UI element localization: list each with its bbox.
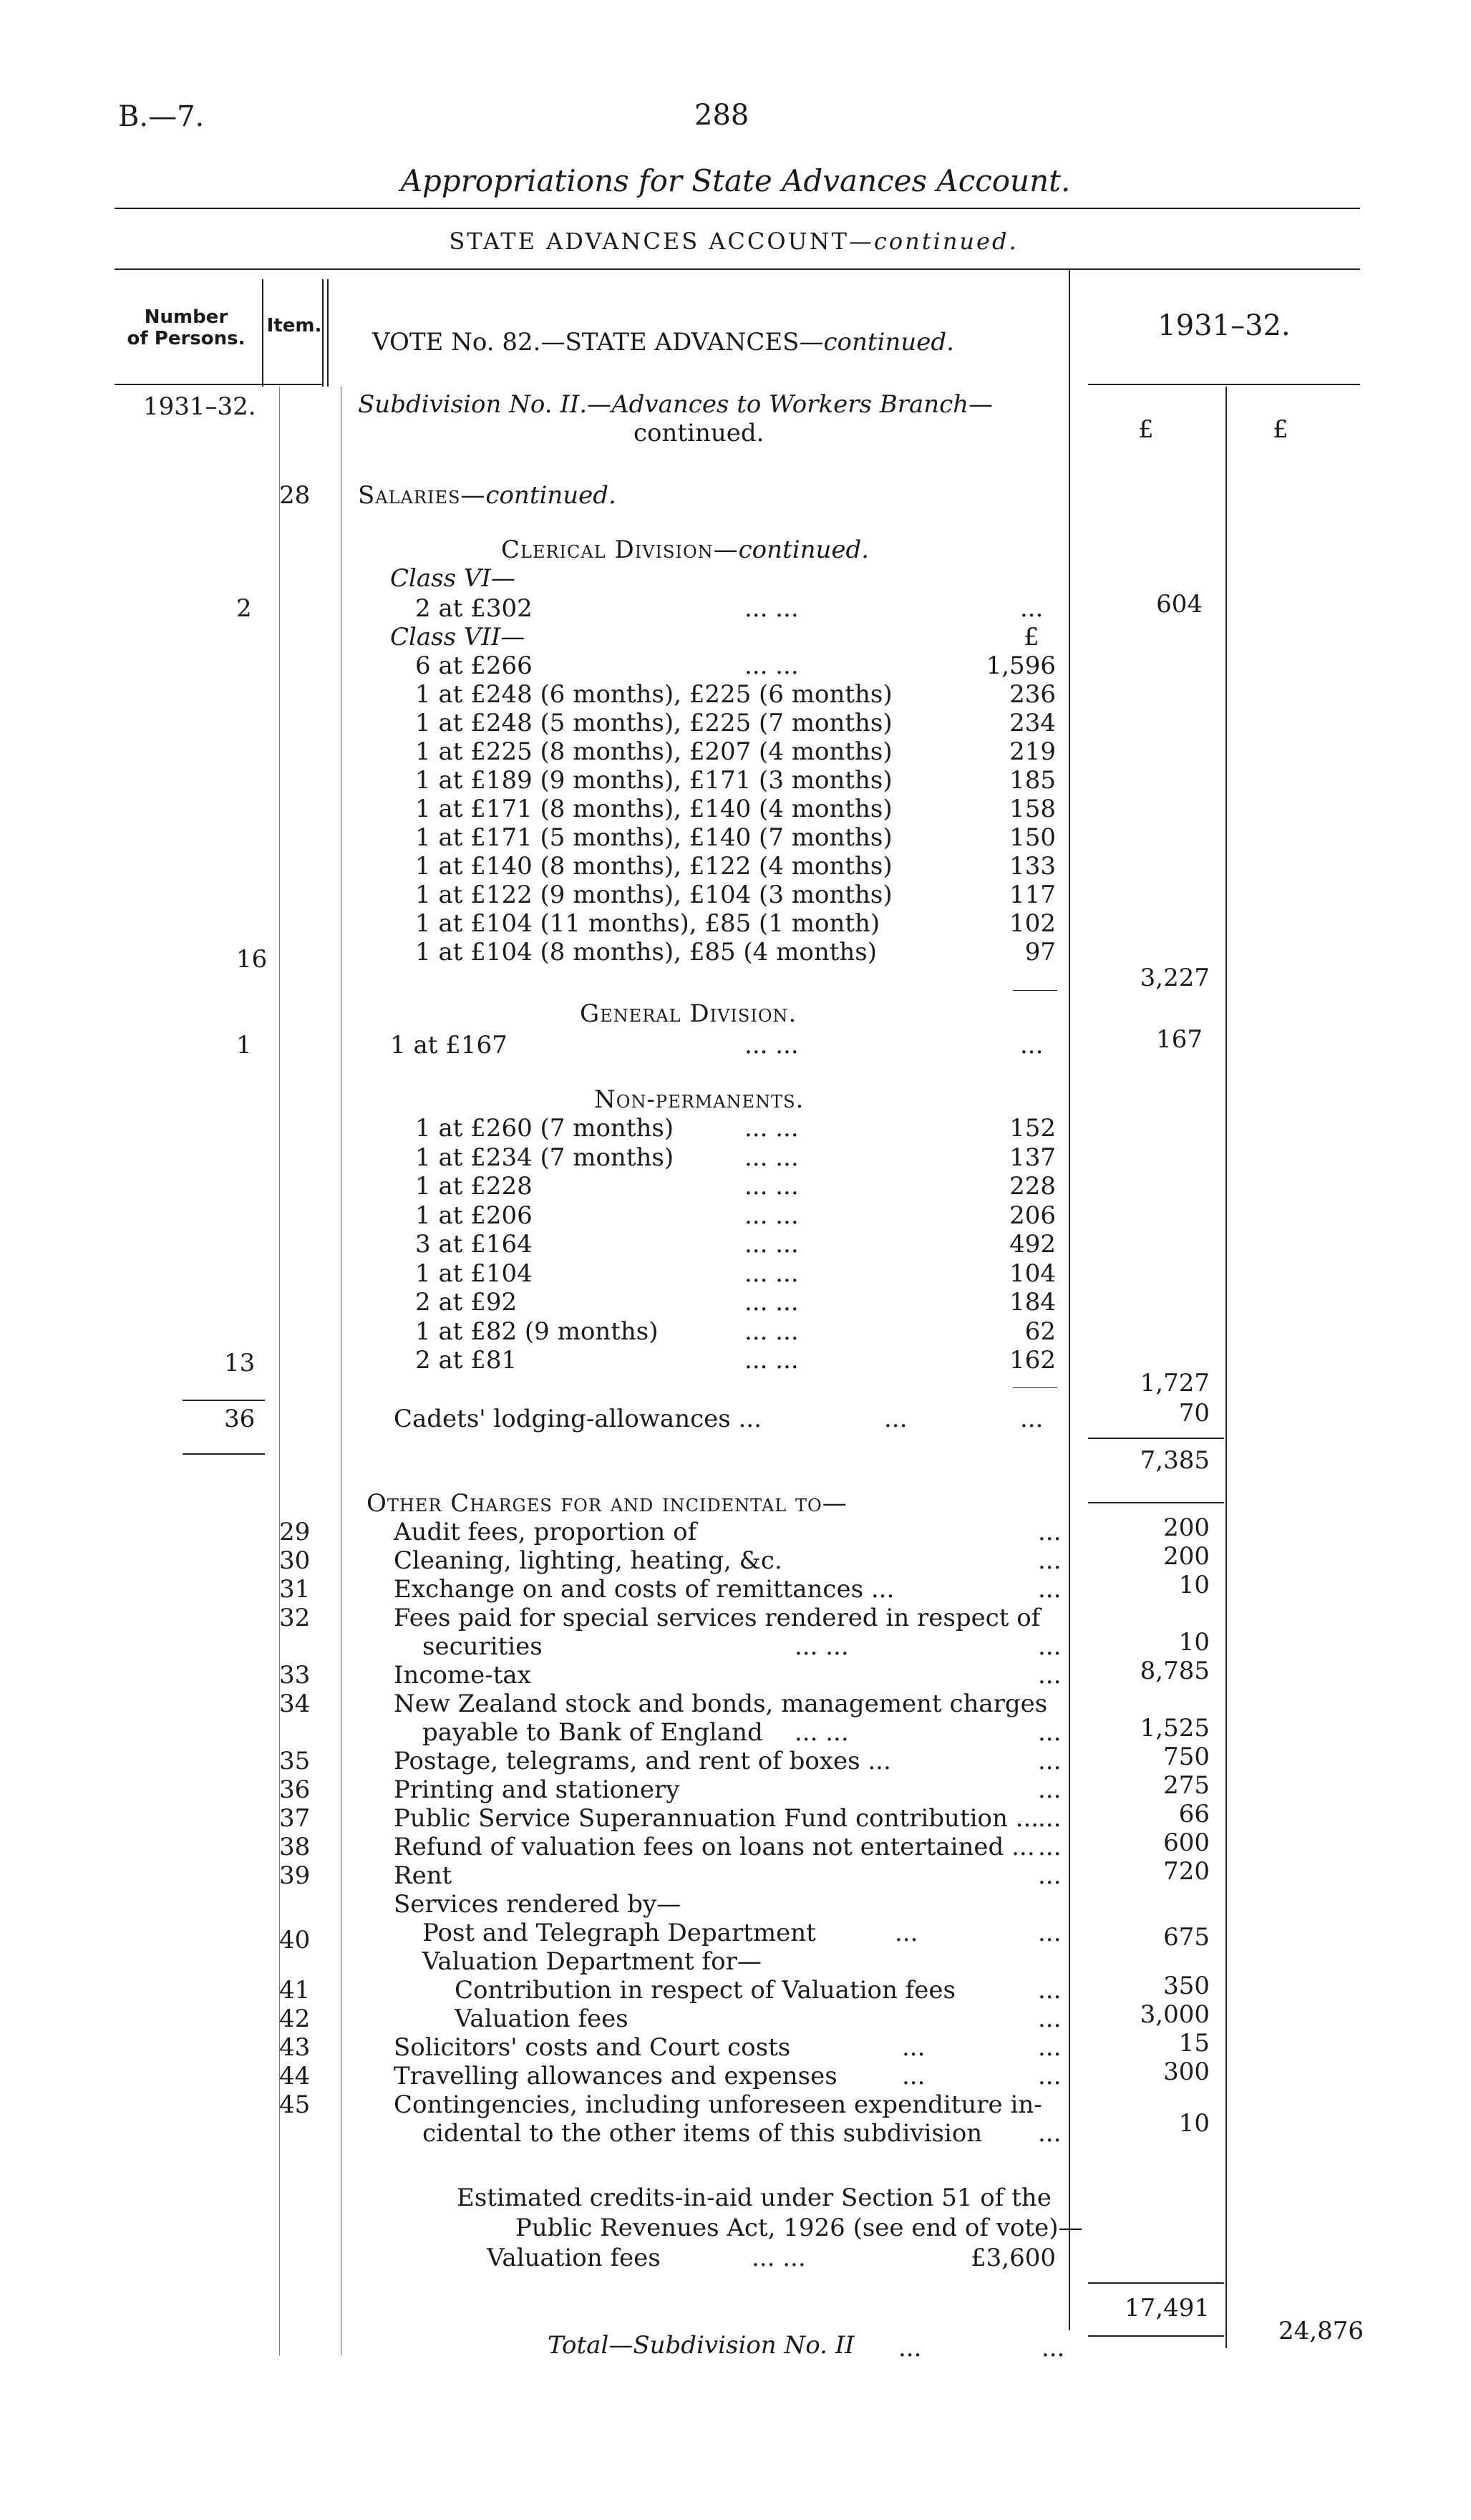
subtotal-rule [1013, 990, 1057, 991]
charge-item-number: 32 [279, 1604, 311, 1632]
nonperm-row-amount: 62 [1024, 1317, 1056, 1346]
nonperm-row-amount: 492 [1009, 1230, 1056, 1259]
clerical-row-amount: 234 [1009, 709, 1056, 737]
class-vi-heading: Class VI— [390, 564, 515, 593]
other-charges-total: 17,491 [1125, 2294, 1210, 2322]
charge-item-number: 42 [279, 2005, 311, 2033]
charge-item-number: 44 [279, 2062, 311, 2090]
nonperm-row-text: 1 at £206 [415, 1201, 533, 1230]
charge-amount: 750 [1163, 1743, 1210, 1771]
dots: ... [902, 2062, 926, 2090]
dots: ... ... [744, 1143, 799, 1172]
clerical-row-text: 1 at £189 (9 months), £171 (3 months) [415, 766, 893, 795]
nonperm-row-amount: 152 [1009, 1114, 1056, 1143]
general-heading: General Division. [580, 999, 797, 1028]
charge-amount: 675 [1163, 1923, 1210, 1952]
charge-text: Valuation fees [455, 2005, 628, 2033]
general-persons: 1 [236, 1031, 252, 1060]
pound-sign-col1: £ [1138, 415, 1154, 444]
dots: ... ... [744, 1172, 799, 1201]
pound-sign: £ [1024, 623, 1039, 651]
dots: ... [1038, 1661, 1062, 1690]
dots: ... [898, 2334, 922, 2362]
dots: ... [1020, 1031, 1044, 1060]
charge-amount: 1,525 [1140, 1714, 1210, 1743]
nonperm-row-amount: 137 [1009, 1143, 1056, 1172]
charge-text-cont: cidental to the other items of this subdivision [422, 2119, 983, 2148]
clerical-row-amount: 1,596 [986, 651, 1056, 680]
nonperm-row-text: 1 at £104 [415, 1259, 533, 1288]
clerical-persons: 16 [236, 945, 268, 974]
rule-salaries-total [1088, 1438, 1224, 1439]
dots: ... [1038, 1775, 1062, 1804]
dots: ... ... [752, 2244, 806, 2272]
subdivision-title: Subdivision No. II.—Advances to Workers Branch— [358, 390, 994, 419]
dots: ... [884, 1405, 908, 1433]
charge-amount: 3,000 [1140, 2000, 1210, 2029]
charge-amount: 200 [1163, 1513, 1210, 1542]
charge-item-number: 40 [279, 1926, 311, 1954]
dots: ... ... [744, 1288, 799, 1317]
clerical-row-text: 1 at £122 (9 months), £104 (3 months) [415, 881, 893, 909]
charge-item-number: 41 [279, 1976, 311, 2005]
vote-heading: VOTE No. 82.—STATE ADVANCES—continued. [372, 328, 954, 357]
salaries-item-number: 28 [279, 481, 311, 510]
rule-persons-sum [183, 1453, 265, 1455]
valuation-heading: Valuation Department for— [422, 1947, 762, 1976]
clerical-row-amount: 158 [1009, 795, 1056, 823]
pound-sign-col2: £ [1273, 415, 1288, 444]
charge-amount: 15 [1178, 2029, 1210, 2058]
dots: ... [1038, 2005, 1062, 2033]
charge-item-number: 30 [279, 1546, 311, 1575]
rule-v1 [262, 279, 263, 387]
charge-text: Exchange on and costs of remittances ... [394, 1575, 895, 1604]
dots: ... ... [744, 651, 799, 680]
dots: ... [1038, 1919, 1062, 1947]
dots: ... [1038, 1833, 1062, 1861]
nonperm-row-amount: 184 [1009, 1288, 1056, 1317]
clerical-row-text: 1 at £171 (8 months), £140 (4 months) [415, 795, 893, 823]
dots: ... [1020, 594, 1044, 623]
rule-top [115, 208, 1360, 209]
clerical-row-text: 1 at £248 (5 months), £225 (7 months) [415, 709, 893, 737]
services-heading: Services rendered by— [394, 1890, 681, 1919]
charge-text: New Zealand stock and bonds, management charges [394, 1690, 1048, 1718]
rule-h-persons [115, 384, 322, 385]
dots: ... [1038, 1976, 1062, 2005]
nonperm-total: 1,727 [1140, 1369, 1210, 1397]
clerical-row-amount: 117 [1009, 881, 1056, 909]
dots: ... [1042, 2334, 1065, 2362]
charge-item-number: 31 [279, 1575, 311, 1604]
charge-amount: 200 [1163, 1542, 1210, 1571]
charge-amount: 10 [1178, 2109, 1210, 2138]
other-charges-heading: Other Charges for and incidental to— [366, 1489, 848, 1518]
rule-h-year [1088, 384, 1360, 385]
clerical-row-amount: 219 [1009, 737, 1056, 766]
clerical-row-amount: 150 [1009, 823, 1056, 852]
nonperm-heading: Non-permanents. [594, 1085, 805, 1114]
dots: ... [1038, 2062, 1062, 2090]
charge-item-number: 36 [279, 1775, 311, 1804]
charge-text: Travelling allowances and expenses [394, 2062, 838, 2090]
charge-text: Rent [394, 1861, 452, 1890]
charge-amount: 720 [1163, 1857, 1210, 1886]
class-vi-row: 2 at £302 [415, 594, 533, 623]
nonperm-row-text: 2 at £92 [415, 1288, 518, 1317]
dots: ... [1020, 1405, 1044, 1433]
nonperm-persons: 13 [224, 1349, 256, 1377]
page-reference: B.—7. [118, 100, 205, 133]
charge-text-cont: payable to Bank of England [422, 1718, 763, 1747]
dots: ... ... [744, 1031, 799, 1060]
clerical-row-text: 1 at £140 (8 months), £122 (4 months) [415, 852, 893, 881]
dots: ... [1038, 1804, 1062, 1833]
rule-v2 [322, 279, 324, 387]
charge-text: Refund of valuation fees on loans not entertained ... [394, 1833, 1035, 1861]
grand-total: 24,876 [1278, 2317, 1364, 2345]
charge-text: Fees paid for special services rendered in respect of [394, 1604, 1041, 1632]
charge-text: Postage, telegrams, and rent of boxes ... [394, 1747, 891, 1775]
page-title: Appropriations for State Advances Account. [400, 163, 1071, 198]
dots: ... ... [744, 1201, 799, 1230]
dots: ... [1038, 1861, 1062, 1890]
charge-text: Post and Telegraph Department [422, 1919, 816, 1947]
charge-text: Cleaning, lighting, heating, &c. [394, 1546, 782, 1575]
rule-other-total [1088, 2335, 1224, 2337]
charge-item-number: 34 [279, 1690, 311, 1718]
clerical-row-text: 6 at £266 [415, 651, 533, 680]
charge-amount: 600 [1163, 1828, 1210, 1857]
charge-item-number: 35 [279, 1747, 311, 1775]
dots: ... ... [744, 594, 799, 623]
nonperm-row-text: 1 at £260 (7 months) [415, 1114, 674, 1143]
rule-persons-sum [183, 1400, 265, 1401]
cadets-amount: 70 [1178, 1399, 1210, 1428]
subtotal-rule [1013, 1387, 1057, 1388]
dots: ... ... [795, 1718, 849, 1747]
charge-amount: 275 [1163, 1771, 1210, 1800]
dots: ... [1038, 1575, 1062, 1604]
charge-amount: 300 [1163, 2058, 1210, 2086]
credits-amount: £3,600 [971, 2244, 1056, 2272]
clerical-row-text: 1 at £104 (8 months), £85 (4 months) [415, 938, 878, 966]
charge-item-number: 39 [279, 1861, 311, 1890]
clerical-row-text: 1 at £171 (5 months), £140 (7 months) [415, 823, 893, 852]
rule-account [115, 268, 1360, 270]
salaries-total: 7,385 [1140, 1446, 1210, 1475]
charge-amount: 8,785 [1140, 1657, 1210, 1685]
charge-text: Printing and stationery [394, 1775, 680, 1804]
subdivision-year: 1931–32. [143, 392, 256, 421]
charge-amount: 10 [1178, 1571, 1210, 1599]
clerical-heading: Clerical Division—continued. [501, 536, 870, 564]
charge-text: Contingencies, including unforeseen expenditure in- [394, 2090, 1042, 2119]
dots: ... [895, 1919, 918, 1947]
total-label: Total—Subdivision No. II [548, 2331, 855, 2360]
charge-item-number: 29 [279, 1518, 311, 1546]
subdivision-cont: continued. [633, 419, 764, 447]
clerical-row-amount: 236 [1009, 680, 1056, 709]
charge-item-number: 45 [279, 2090, 311, 2119]
nonperm-row-amount: 206 [1009, 1201, 1056, 1230]
clerical-row-text: 1 at £225 (8 months), £207 (4 months) [415, 737, 893, 766]
dots: ... ... [744, 1317, 799, 1346]
account-heading: STATE ADVANCES ACCOUNT—continued. [449, 228, 1019, 255]
class-vii-heading: Class VII— [390, 623, 525, 651]
general-total: 167 [1156, 1025, 1203, 1054]
nonperm-row-amount: 104 [1009, 1259, 1056, 1288]
rule-salaries-total [1088, 1502, 1224, 1503]
clerical-row-text: 1 at £104 (11 months), £85 (1 month) [415, 909, 880, 938]
dots: ... [1038, 1546, 1062, 1575]
charge-item-number: 37 [279, 1804, 311, 1833]
charge-amount: 350 [1163, 1972, 1210, 2000]
charge-text: Income-tax [394, 1661, 531, 1690]
clerical-total: 3,227 [1140, 964, 1210, 992]
dots: ... [1038, 2119, 1062, 2148]
clerical-row-amount: 133 [1009, 852, 1056, 881]
rule-v3 [327, 279, 329, 387]
dots: ... ... [744, 1114, 799, 1143]
class-vi-total: 604 [1156, 590, 1203, 619]
class-vi-persons: 2 [236, 594, 252, 623]
dots: ... ... [795, 1632, 849, 1661]
nonperm-row-text: 2 at £81 [415, 1346, 518, 1375]
col-item-header: Item. [266, 315, 322, 336]
credits-line2: Public Revenues Act, 1926 (see end of vote)— [515, 2214, 1083, 2242]
charge-text: Solicitors' costs and Court costs [394, 2033, 791, 2062]
dots: ... [1038, 1718, 1062, 1747]
rule-other-total [1088, 2282, 1224, 2284]
nonperm-row-text: 1 at £82 (9 months) [415, 1317, 659, 1346]
charge-amount: 10 [1178, 1628, 1210, 1657]
cadets-row: Cadets' lodging-allowances ... [394, 1405, 762, 1433]
nonperm-row-amount: 228 [1009, 1172, 1056, 1201]
nonperm-row-amount: 162 [1009, 1346, 1056, 1375]
page-number: 288 [694, 99, 749, 132]
clerical-row-text: 1 at £248 (6 months), £225 (6 months) [415, 680, 893, 709]
charge-amount: 66 [1178, 1800, 1210, 1828]
charge-text: Contribution in respect of Valuation fees [455, 1976, 956, 2005]
clerical-row-amount: 102 [1009, 909, 1056, 938]
rule-v6 [1069, 268, 1070, 2330]
salaries-heading: Salaries—continued. [358, 481, 616, 510]
clerical-row-amount: 97 [1024, 938, 1056, 966]
nonperm-row-text: 1 at £234 (7 months) [415, 1143, 674, 1172]
dots: ... [902, 2033, 926, 2062]
dots: ... ... [744, 1230, 799, 1259]
dots: ... ... [744, 1346, 799, 1375]
credits-line3: Valuation fees [487, 2244, 661, 2272]
dots: ... [1038, 1518, 1062, 1546]
dots: ... ... [744, 1259, 799, 1288]
general-row: 1 at £167 [390, 1031, 508, 1060]
nonperm-row-text: 3 at £164 [415, 1230, 533, 1259]
col-year-header: 1931–32. [1157, 309, 1291, 342]
charge-text-cont: securities [422, 1632, 543, 1661]
rule-v7 [1225, 387, 1227, 2348]
credits-line1: Estimated credits-in-aid under Section 51 of the [457, 2184, 1052, 2212]
nonperm-row-text: 1 at £228 [415, 1172, 533, 1201]
charge-item-number: 33 [279, 1661, 311, 1690]
dots: ... [1038, 2033, 1062, 2062]
charge-text: Audit fees, proportion of [394, 1518, 697, 1546]
dots: ... [1038, 1747, 1062, 1775]
persons-total: 36 [224, 1405, 256, 1433]
charge-item-number: 38 [279, 1833, 311, 1861]
charge-text: Public Service Superannuation Fund contribution ... [394, 1804, 1039, 1833]
charge-item-number: 43 [279, 2033, 311, 2062]
col-persons-header: Number of Persons. [127, 306, 246, 349]
dots: ... [1038, 1632, 1062, 1661]
clerical-row-amount: 185 [1009, 766, 1056, 795]
